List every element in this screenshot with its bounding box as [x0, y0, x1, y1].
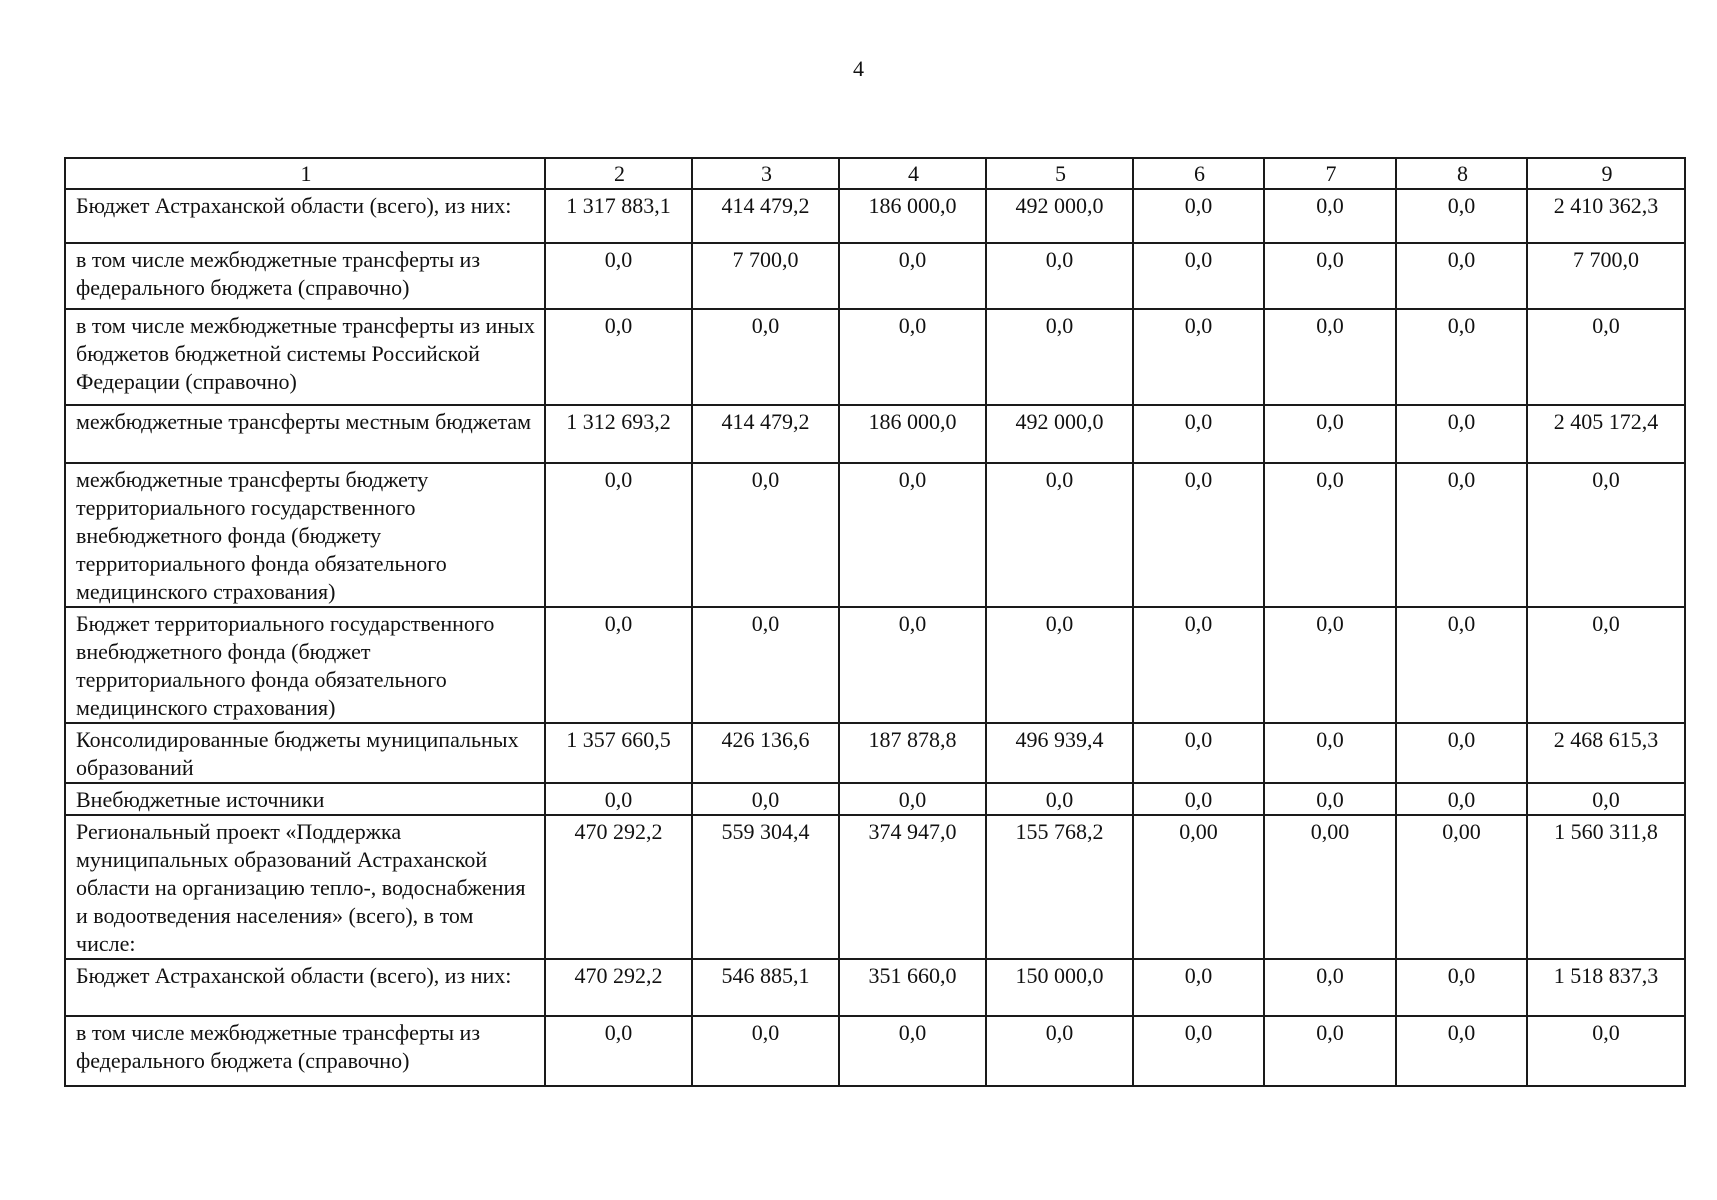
table-cell: 414 479,2 — [692, 189, 839, 243]
table-cell: 0,0 — [1133, 783, 1264, 815]
page-number: 4 — [853, 56, 864, 81]
table-cell: 559 304,4 — [692, 815, 839, 959]
table-cell: 0,0 — [1264, 783, 1396, 815]
row-label: Бюджет Астраханской области (всего), из них: — [65, 189, 545, 243]
table-cell: 186 000,0 — [839, 189, 986, 243]
row-label: в том числе межбюджетные трансферты из федерального бюджета (справочно) — [65, 1016, 545, 1086]
header-row — [65, 158, 1685, 189]
table-cell: 0,0 — [692, 607, 839, 723]
table-cell: 0,0 — [545, 783, 692, 815]
table-cell: 0,0 — [839, 463, 986, 607]
table-cell: 7 700,0 — [1527, 243, 1685, 309]
budget-table — [64, 157, 1686, 1087]
table-cell: 0,0 — [1133, 243, 1264, 309]
table-cell: 0,0 — [1264, 607, 1396, 723]
table-cell: 0,0 — [1527, 607, 1685, 723]
table-cell: 0,0 — [839, 1016, 986, 1086]
column-header: 4 — [839, 158, 986, 189]
table-cell: 187 878,8 — [839, 723, 986, 783]
table-cell: 0,0 — [839, 309, 986, 405]
table-cell: 0,0 — [1396, 1016, 1527, 1086]
row-label: Консолидированные бюджеты муниципальных образований — [65, 723, 545, 783]
table-cell: 1 518 837,3 — [1527, 959, 1685, 1016]
table-cell: 0,0 — [1133, 607, 1264, 723]
row-label: Внебюджетные источники — [65, 783, 545, 815]
table-cell: 0,0 — [1396, 607, 1527, 723]
table-cell: 2 405 172,4 — [1527, 405, 1685, 463]
table-cell: 0,0 — [1396, 723, 1527, 783]
table-cell: 0,0 — [1264, 189, 1396, 243]
row-label: Региональный проект «Поддержка муниципальных образований Астраханской области на организацию тепло-, водоснабжения и водоотведения населения» (всего), в том числе: — [65, 815, 545, 959]
row-label: Бюджет Астраханской области (всего), из них: — [65, 959, 545, 1016]
table-cell: 0,0 — [1133, 463, 1264, 607]
table-cell: 0,0 — [1264, 243, 1396, 309]
table-cell: 1 357 660,5 — [545, 723, 692, 783]
table-cell: 0,0 — [1264, 309, 1396, 405]
column-header: 5 — [986, 158, 1133, 189]
table-cell: 0,0 — [1527, 783, 1685, 815]
table-cell: 374 947,0 — [839, 815, 986, 959]
table-cell: 0,0 — [986, 1016, 1133, 1086]
table-cell: 414 479,2 — [692, 405, 839, 463]
table-cell: 0,00 — [1396, 815, 1527, 959]
table-cell: 2 410 362,3 — [1527, 189, 1685, 243]
table-cell: 0,0 — [839, 607, 986, 723]
table-cell: 1 317 883,1 — [545, 189, 692, 243]
table-cell: 155 768,2 — [986, 815, 1133, 959]
row-label: Бюджет территориального государственного внебюджетного фонда (бюджет территориального фонда обязательного медицинского страхования) — [65, 607, 545, 723]
table-cell: 0,0 — [1527, 463, 1685, 607]
table-row — [65, 309, 1685, 405]
table-cell: 496 939,4 — [986, 723, 1133, 783]
table-cell: 0,0 — [986, 243, 1133, 309]
table-row — [65, 783, 1685, 815]
table-cell: 0,0 — [1527, 1016, 1685, 1086]
table-row — [65, 607, 1685, 723]
table-cell: 0,0 — [1527, 309, 1685, 405]
table-cell: 0,0 — [986, 463, 1133, 607]
table-cell: 0,0 — [545, 309, 692, 405]
row-label: в том числе межбюджетные трансферты из иных бюджетов бюджетной системы Российской Федерации (справочно) — [65, 309, 545, 405]
table-cell: 0,0 — [1133, 723, 1264, 783]
table-row — [65, 189, 1685, 243]
table-cell: 0,0 — [1133, 1016, 1264, 1086]
table-cell: 0,0 — [545, 243, 692, 309]
column-header: 8 — [1396, 158, 1527, 189]
table-cell: 0,0 — [692, 309, 839, 405]
column-header: 9 — [1527, 158, 1685, 189]
column-header: 7 — [1264, 158, 1396, 189]
table-cell: 470 292,2 — [545, 959, 692, 1016]
table-cell: 0,0 — [986, 783, 1133, 815]
table-cell: 0,0 — [839, 783, 986, 815]
table-cell: 0,0 — [1396, 959, 1527, 1016]
table-cell: 0,0 — [1396, 463, 1527, 607]
table-row — [65, 959, 1685, 1016]
table-row — [65, 243, 1685, 309]
table-row — [65, 405, 1685, 463]
table-cell: 186 000,0 — [839, 405, 986, 463]
table-cell: 470 292,2 — [545, 815, 692, 959]
table-cell: 0,0 — [1264, 723, 1396, 783]
table-cell: 7 700,0 — [692, 243, 839, 309]
table-cell: 0,0 — [692, 1016, 839, 1086]
table-cell: 0,0 — [545, 1016, 692, 1086]
table-cell: 0,00 — [1133, 815, 1264, 959]
table-cell: 0,0 — [545, 607, 692, 723]
table-cell: 0,0 — [1396, 309, 1527, 405]
table-cell: 426 136,6 — [692, 723, 839, 783]
table-cell: 492 000,0 — [986, 189, 1133, 243]
table-cell: 0,0 — [839, 243, 986, 309]
table-cell: 150 000,0 — [986, 959, 1133, 1016]
column-header: 1 — [65, 158, 545, 189]
table-cell: 0,0 — [1133, 309, 1264, 405]
table-cell: 0,0 — [1396, 243, 1527, 309]
table-row — [65, 723, 1685, 783]
column-header: 3 — [692, 158, 839, 189]
table-cell: 0,0 — [1264, 959, 1396, 1016]
table-cell: 351 660,0 — [839, 959, 986, 1016]
table-row — [65, 463, 1685, 607]
table-cell: 0,0 — [1264, 1016, 1396, 1086]
table-cell: 0,0 — [1133, 189, 1264, 243]
row-label: в том числе межбюджетные трансферты из федерального бюджета (справочно) — [65, 243, 545, 309]
table-cell: 546 885,1 — [692, 959, 839, 1016]
table-cell: 1 560 311,8 — [1527, 815, 1685, 959]
table-cell: 492 000,0 — [986, 405, 1133, 463]
table-cell: 0,0 — [1396, 783, 1527, 815]
table-cell: 0,0 — [1133, 405, 1264, 463]
row-label: межбюджетные трансферты бюджету территориального государственного внебюджетного фонда (бюджету территориального фонда обязательного медицинского страхования) — [65, 463, 545, 607]
table-cell: 0,00 — [1264, 815, 1396, 959]
table-row — [65, 1016, 1685, 1086]
table-cell: 2 468 615,3 — [1527, 723, 1685, 783]
table-cell: 0,0 — [692, 783, 839, 815]
table-cell: 0,0 — [986, 309, 1133, 405]
table-cell: 0,0 — [692, 463, 839, 607]
table-cell: 1 312 693,2 — [545, 405, 692, 463]
table-cell: 0,0 — [1264, 405, 1396, 463]
table-cell: 0,0 — [986, 607, 1133, 723]
row-label: межбюджетные трансферты местным бюджетам — [65, 405, 545, 463]
table-cell: 0,0 — [545, 463, 692, 607]
table-row — [65, 815, 1685, 959]
table-cell: 0,0 — [1264, 463, 1396, 607]
table-cell: 0,0 — [1133, 959, 1264, 1016]
column-header: 2 — [545, 158, 692, 189]
table-cell: 0,0 — [1396, 189, 1527, 243]
table-cell: 0,0 — [1396, 405, 1527, 463]
column-header: 6 — [1133, 158, 1264, 189]
